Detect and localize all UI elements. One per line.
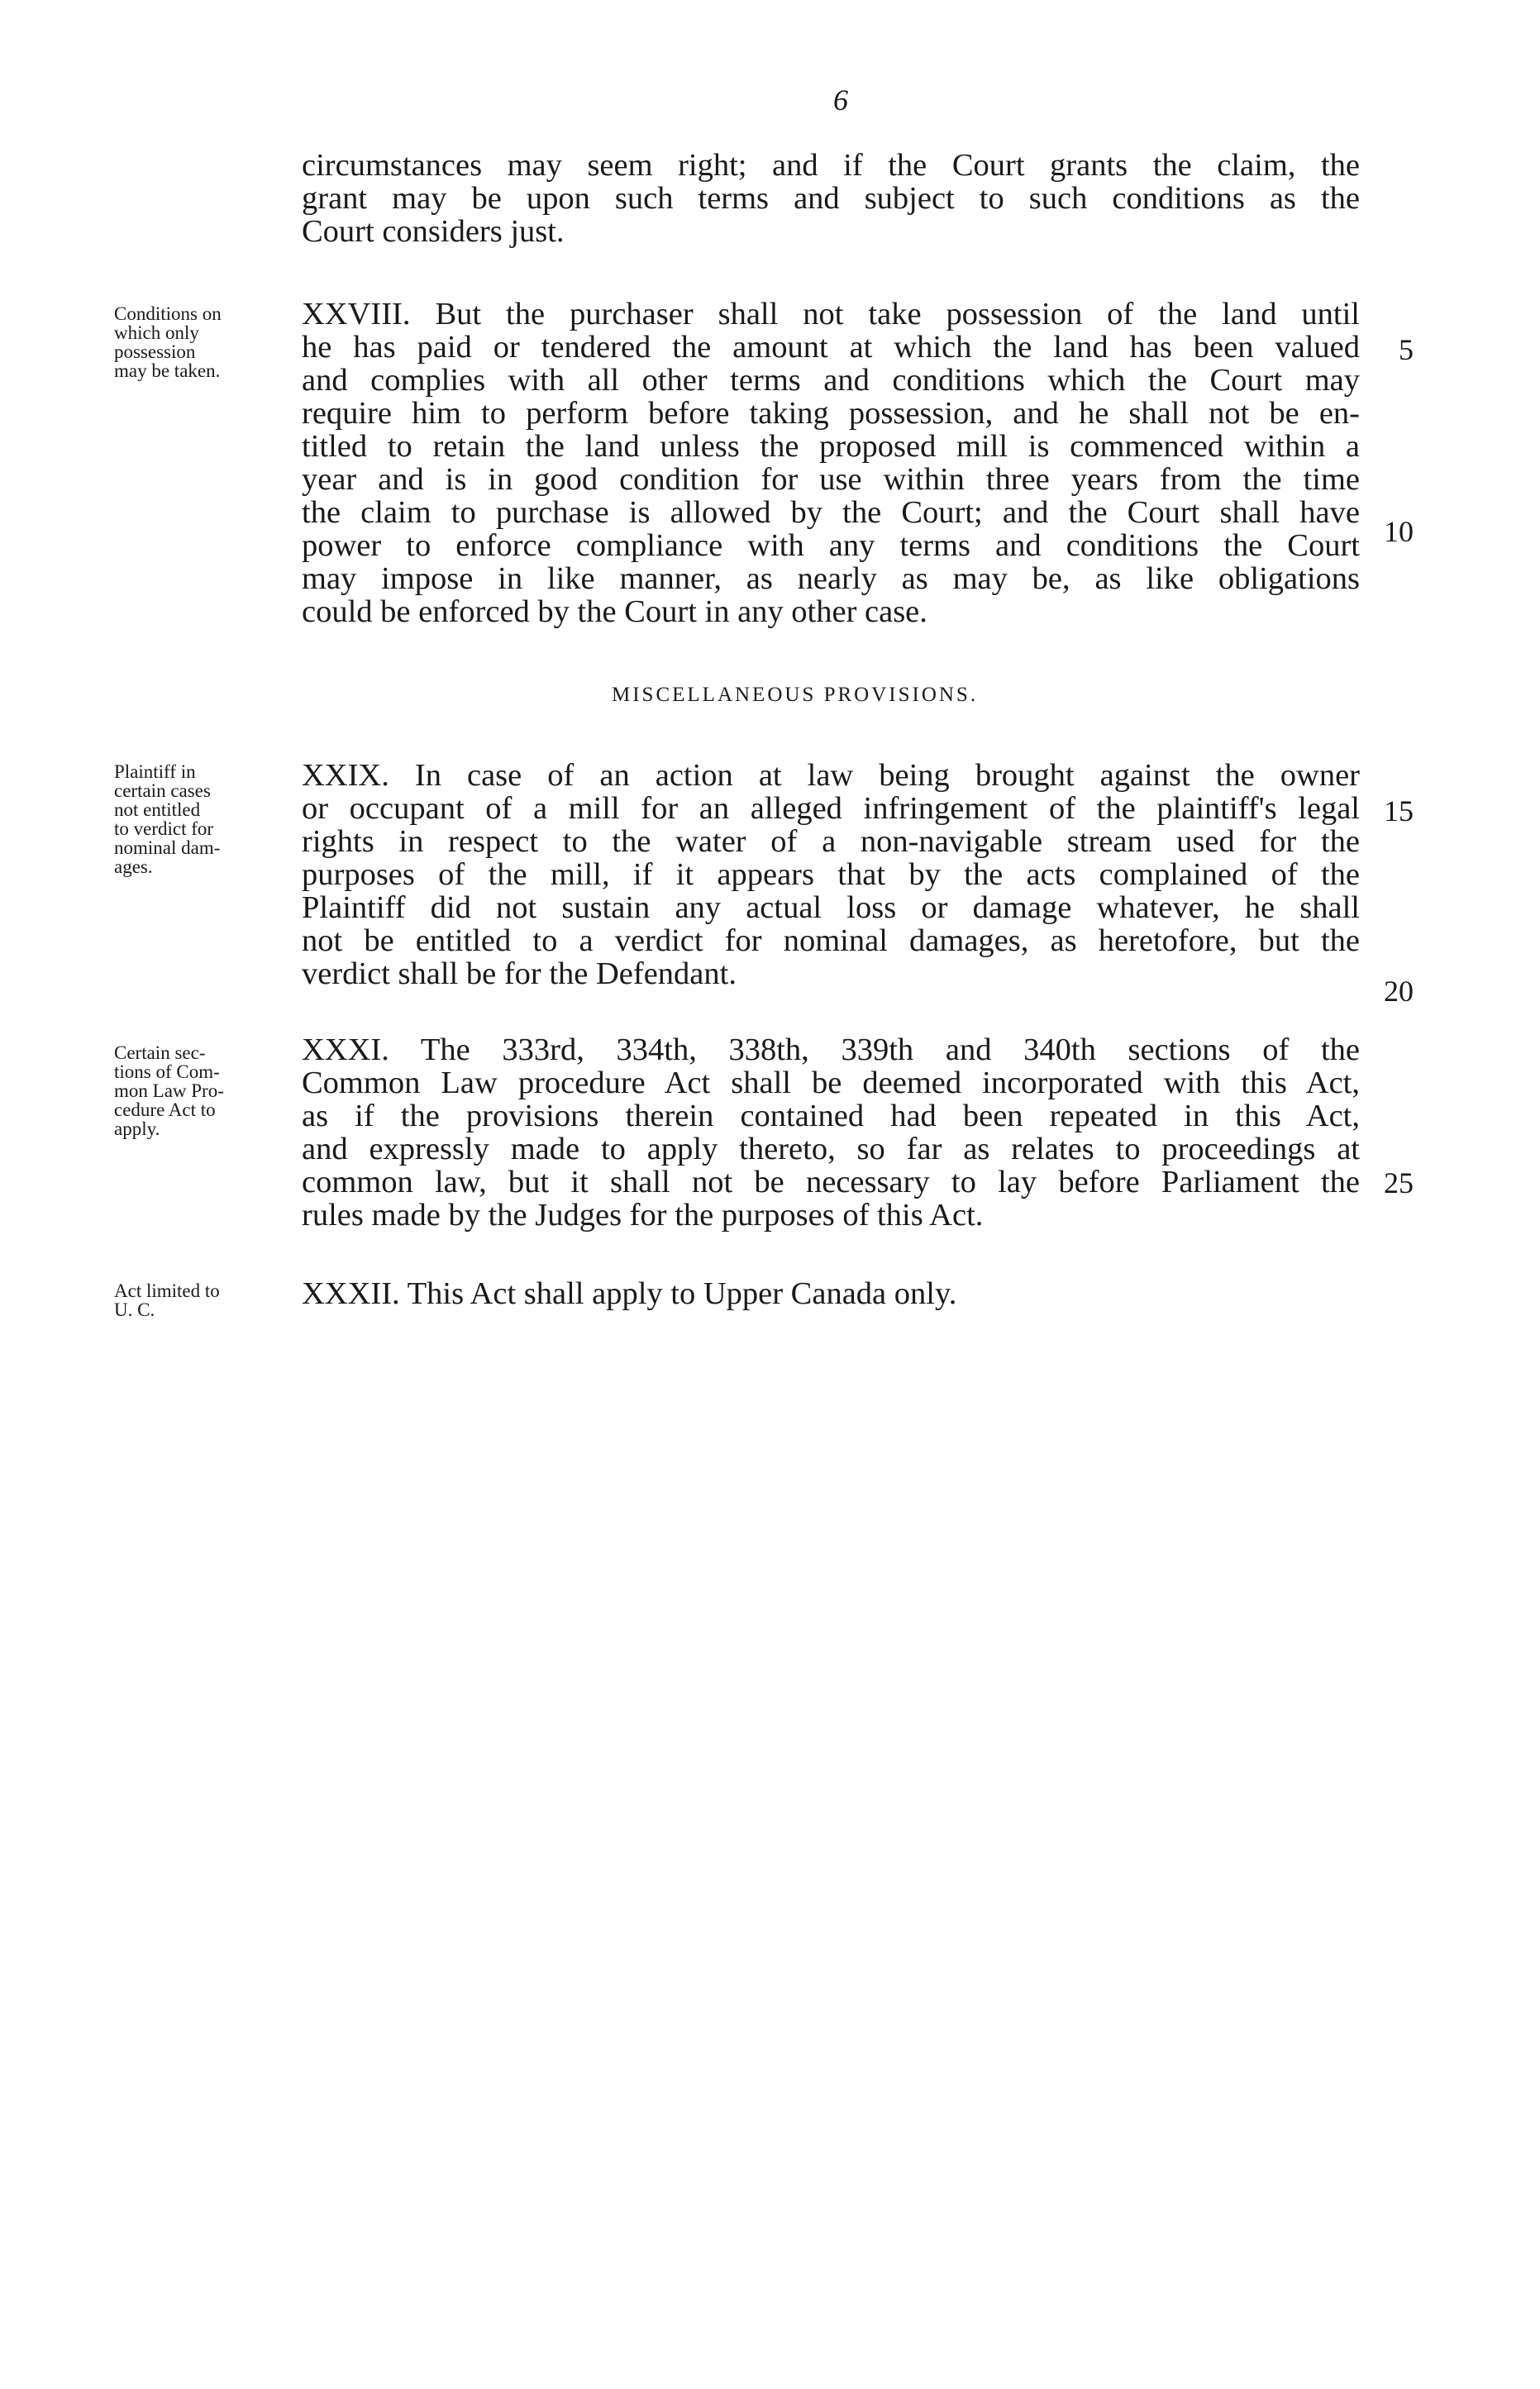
margin-note-line: to verdict for <box>114 818 214 839</box>
margin-note-line: apply. <box>114 1118 160 1139</box>
section-xxviii <box>302 298 1360 628</box>
section-heading: MISCELLANEOUS PROVISIONS. <box>612 684 979 706</box>
margin-note-line: nominal dam- <box>114 837 221 858</box>
text-line: XXXII. This Act shall apply to Upper Canada only. <box>302 1276 957 1311</box>
text-line: Court considers just. <box>302 214 565 249</box>
text-line: purposes of the mill, if it appears that by the acts complained of the <box>302 857 1360 892</box>
margin-note-certain-sections <box>114 1043 284 1138</box>
margin-note-line: mon Law Pro- <box>114 1080 224 1101</box>
text-line: XXIX. In case of an action at law being brought against the owner <box>302 758 1360 793</box>
page-number: 6 <box>833 83 848 117</box>
line-number: 10 <box>1384 515 1414 548</box>
margin-note-line: Act limited to <box>114 1280 220 1301</box>
section-xxix <box>302 759 1360 990</box>
margin-note-conditions <box>114 304 284 380</box>
margin-note-line: Conditions on <box>114 303 222 324</box>
text-line: as if the provisions therein contained had been repeated in this Act, <box>302 1099 1360 1133</box>
line-number: 25 <box>1384 1166 1414 1199</box>
text-line: Common Law procedure Act shall be deemed incorporated with this Act, <box>302 1066 1360 1100</box>
text-line: not be entitled to a verdict for nominal damages, as heretofore, but the <box>302 923 1360 958</box>
text-line: he has paid or tendered the amount at which the land has been valued <box>302 330 1360 365</box>
margin-note-line: not entitled <box>114 799 201 820</box>
margin-note-line: may be taken. <box>114 360 221 381</box>
text-line: circumstances may seem right; and if the Court grants the claim, the <box>302 148 1360 183</box>
text-line: XXXI. The 333rd, 334th, 338th, 339th and 340th sections of the <box>302 1032 1360 1067</box>
text-line: or occupant of a mill for an alleged infringement of the plaintiff's legal <box>302 791 1360 826</box>
margin-note-line: cedure Act to <box>114 1099 216 1120</box>
line-number: 20 <box>1384 975 1414 1008</box>
text-line: power to enforce compliance with any terms and conditions the Court <box>302 528 1360 563</box>
text-line: and complies with all other terms and conditions which the Court may <box>302 363 1360 398</box>
text-line: verdict shall be for the Defendant. <box>302 956 737 991</box>
margin-note-line: ages. <box>114 856 153 877</box>
intro-paragraph <box>302 149 1360 248</box>
text-line: the claim to purchase is allowed by the Court; and the Court shall have <box>302 495 1360 530</box>
margin-note-plaintiff <box>114 762 284 876</box>
text-line: and expressly made to apply thereto, so far as relates to proceedings at <box>302 1132 1360 1166</box>
margin-note-line: possession <box>114 341 196 362</box>
margin-note-line: Certain sec- <box>114 1042 206 1063</box>
text-line: may impose in like manner, as nearly as may be, as like obligations <box>302 561 1360 596</box>
margin-note-line: U. C. <box>114 1299 155 1320</box>
margin-note-line: which only <box>114 322 199 343</box>
text-line: Plaintiff did not sustain any actual loss or damage whatever, he shall <box>302 890 1360 925</box>
line-number: 15 <box>1384 794 1414 827</box>
margin-note-line: certain cases <box>114 780 211 801</box>
section-xxxii <box>302 1277 1360 1310</box>
text-line: require him to perform before taking possession, and he shall not be en- <box>302 396 1360 431</box>
text-line: common law, but it shall not be necessary to lay before Parliament the <box>302 1165 1360 1199</box>
margin-note-line: Plaintiff in <box>114 761 196 782</box>
text-line: titled to retain the land unless the proposed mill is commenced within a <box>302 429 1360 464</box>
margin-note-line: tions of Com- <box>114 1061 220 1082</box>
line-number: 5 <box>1399 333 1414 366</box>
margin-note-act-limited <box>114 1281 284 1319</box>
text-line: year and is in good condition for use within three years from the time <box>302 462 1360 497</box>
text-line: could be enforced by the Court in any other case. <box>302 594 927 629</box>
text-line: XXVIII. But the purchaser shall not take possession of the land until <box>302 297 1360 331</box>
section-xxxi <box>302 1033 1360 1232</box>
text-line: rights in respect to the water of a non-navigable stream used for the <box>302 824 1360 859</box>
text-line: grant may be upon such terms and subject to such conditions as the <box>302 181 1360 216</box>
text-line: rules made by the Judges for the purposes of this Act. <box>302 1198 984 1233</box>
